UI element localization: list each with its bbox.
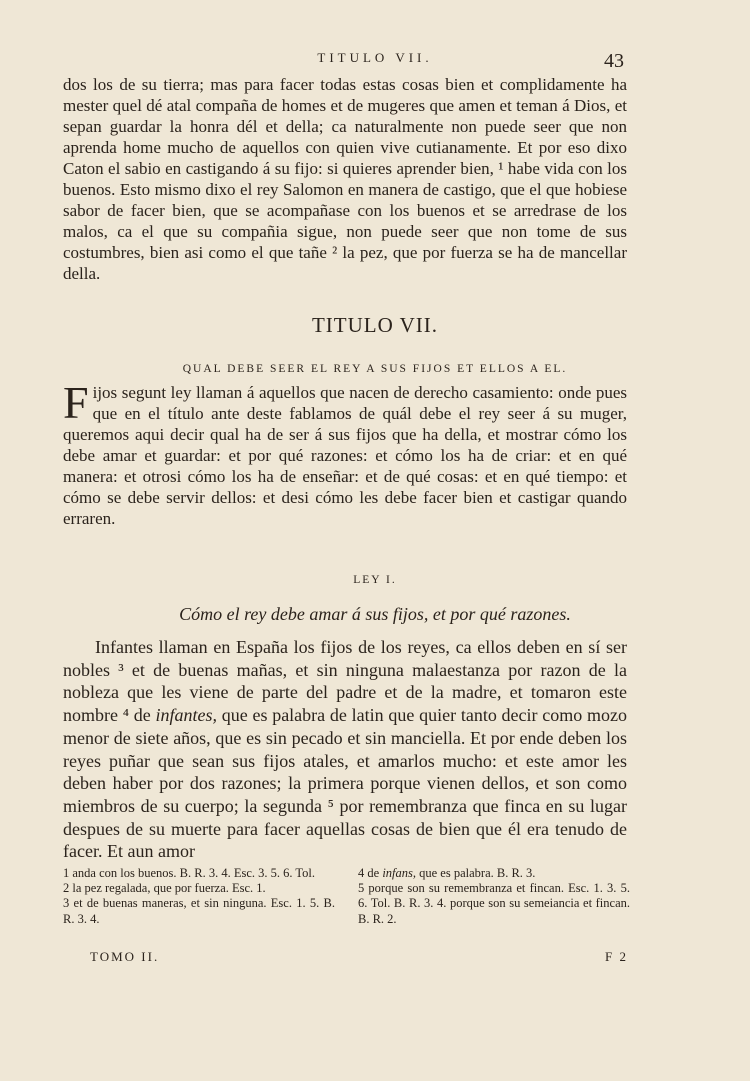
- running-head: TITULO VII.: [317, 50, 433, 65]
- drop-cap: F: [63, 377, 89, 428]
- chapter-subtitle: QUAL DEBE SEER EL REY A SUS FIJOS ET ELLOS A EL.: [182, 363, 568, 375]
- law-text-part2: que es palabra de latin que quier tanto decir como mozo menor de siete años, que es sin pecado et sin manciella. Et por ende deben los reyes puñar que sean sus fijos atales, et amarlos mucho: et este amor les deben haber por dos razones; la primera porque vienen dellos, et son como miembros de su cuerpo; la segunda ⁵ por remembranza que finca en su lugar despues de su muerte para facer aquellas cosas de bien que él era tenudo de facer. Et aun amor: [63, 705, 627, 862]
- footnote-4-pre: 4 de: [358, 866, 383, 880]
- top-paragraph: [63, 74, 627, 284]
- law-text-part1: Infantes llaman en España los fijos de los reyes, ca ellos deben en sí ser nobles ³ et de buenas mañas, et sin ninguna malaestanza por razon de la nobleza que les viene de parte del padre et de la madre, et tomaron este nombre ⁴ de: [63, 637, 627, 726]
- chapter-title: TITULO VII.: [311, 313, 439, 337]
- law-paragraph: [63, 636, 627, 863]
- chapter-paragraph: [63, 377, 627, 529]
- signature-mark: F 2: [605, 949, 628, 964]
- top-paragraph-text: dos los de su tierra; mas para facer todas estas cosas bien et complidamente ha mester quel dé atal compaña de homes et de mugeres que amen et teman á Dios, et sepan guardar la honra dél et della; ca naturalmente non puede seer que non aprenda home mucho de aquellos con quien vive cutianamente. Et por eso dixo Caton el sabio en castigando á su fijo: si quieres aprender bien, ¹ habe vida con los buenos. Esto mismo dixo el rey Salomon en manera de castigo, que el que hobiese sabor de facer bien, que se acompañase con los buenos et se arredrase de los malos, ca el que su compañia sigue, non puede seer que non tome de sus costumbres, bien asi como el que tañe ² la pez, que por fuerza se ha de mancellar della.: [63, 75, 627, 283]
- footnote-2: 2 la pez regalada, que por fuerza. Esc. 1.: [63, 881, 266, 896]
- footnote-1: 1 anda con los buenos. B. R. 3. 4. Esc. 3. 5. 6. Tol.: [63, 866, 316, 880]
- law-paragraph-text: [63, 636, 627, 863]
- law-number: LEY I.: [353, 574, 397, 586]
- footnote-4-post: que es palabra. B. R. 3.: [416, 866, 536, 880]
- footnotes-left: [63, 866, 335, 927]
- footnote-4: [358, 866, 630, 881]
- footnote-3: 3 et de buenas maneras, et sin ninguna. Esc. 1. 5. B. R. 3. 4.: [63, 896, 335, 926]
- law-text-italic: infantes,: [155, 705, 217, 726]
- volume-label: TOMO II.: [90, 949, 160, 964]
- chapter-paragraph-text: ijos segunt ley llaman á aquellos que nacen de derecho casamiento: onde pues que en el título ante deste fablamos de quál debe el rey seer á su muger, queremos aqui decir qual ha de ser á sus fijos que ha della, et mostrar cómo los debe amar et guardar: et por qué razones: et cómo los ha de criar: et en qué manera: et otrosi cómo los ha de enseñar: et de qué cosas: et en qué tiempo: et cómo se debe servir dellos: et desi cómo les debe facer bien et castigar quando erraren.: [63, 383, 627, 528]
- law-title: Cómo el rey debe amar á sus fijos, et por qué razones.: [179, 604, 571, 624]
- footnotes-right: [358, 866, 630, 927]
- footnote-4-italic: infans,: [382, 866, 416, 880]
- footnote-5: 5 porque son su remembranza et fincan. Esc. 1. 3. 5. 6. Tol. B. R. 3. 4. porque son su semeiancia et fincan. B. R. 2.: [358, 881, 630, 926]
- page-number: 43: [604, 50, 624, 72]
